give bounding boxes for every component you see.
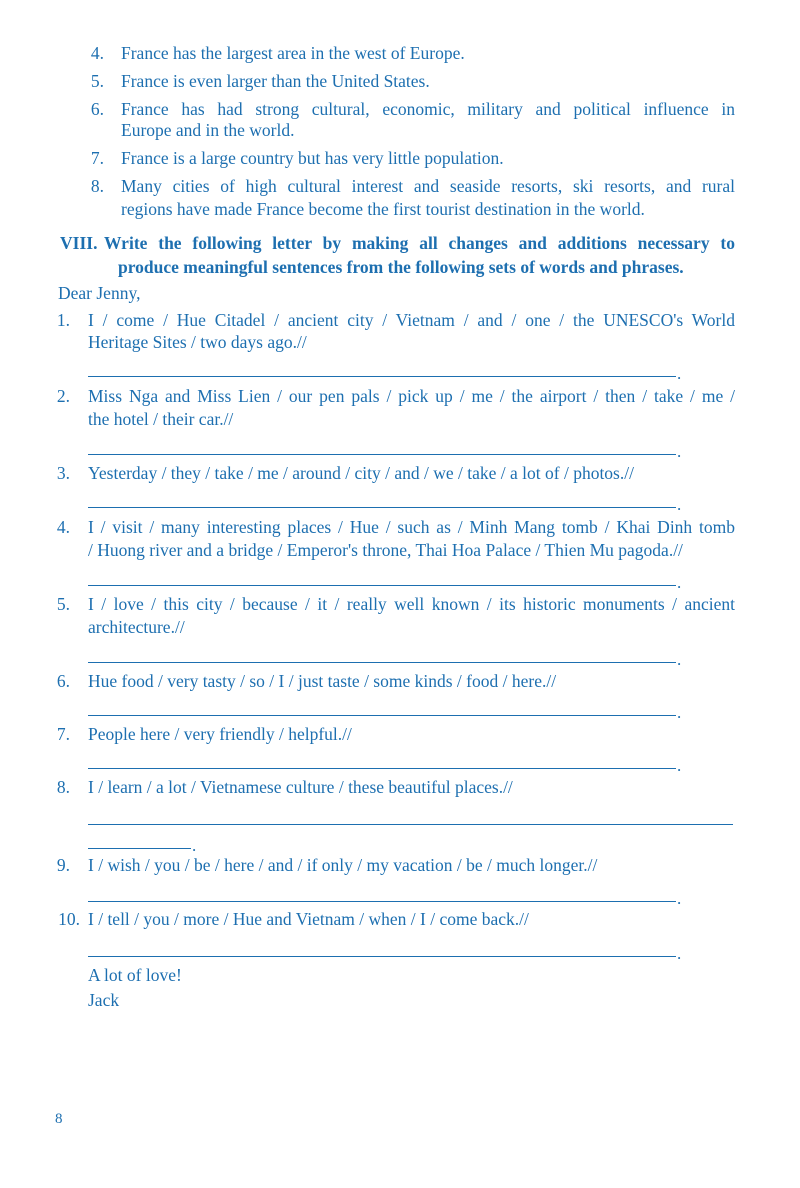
answer-line-end: . xyxy=(677,442,682,461)
list-item-text: regions have made France become the first tourist destination in the world. xyxy=(121,199,645,219)
exercise-prompt: I / come / Hue Citadel / ancient city / Vietnam / and / one / the UNESCO's World xyxy=(88,310,735,330)
letter-closing: A lot of love! xyxy=(88,965,182,985)
answer-line-end: . xyxy=(677,756,682,775)
answer-line[interactable] xyxy=(88,956,676,957)
exercise-prompt: Miss Nga and Miss Lien / our pen pals / pick up / me / the airport / then / take / me / xyxy=(88,386,735,406)
list-number: 6. xyxy=(90,99,104,119)
exercise-prompt: architecture.// xyxy=(88,617,185,637)
exercise-prompt: I / tell / you / more / Hue and Vietnam / when / I / come back.// xyxy=(88,909,529,929)
answer-line[interactable] xyxy=(88,507,676,508)
list-item-text: Many cities of high cultural interest and seaside resorts, ski resorts, and rural xyxy=(121,176,735,196)
exercise-prompt: Hue food / very tasty / so / I / just taste / some kinds / food / here.// xyxy=(88,671,557,691)
answer-line-end: . xyxy=(192,836,197,855)
answer-line[interactable] xyxy=(88,901,676,902)
exercise-prompt: I / learn / a lot / Vietnamese culture / these beautiful places.// xyxy=(88,777,513,797)
exercise-prompt: Yesterday / they / take / me / around / city / and / we / take / a lot of / photos.// xyxy=(88,463,634,483)
answer-line-end: . xyxy=(677,889,682,908)
list-item-text: France has the largest area in the west of Europe. xyxy=(121,43,465,63)
answer-line-end: . xyxy=(677,495,682,514)
answer-line-end: . xyxy=(677,944,682,963)
exercise-number: 3. xyxy=(56,463,70,483)
list-item-text: France is even larger than the United States. xyxy=(121,71,430,91)
list-number: 7. xyxy=(90,148,104,168)
exercise-prompt: / Huong river and a bridge / Emperor's throne, Thai Hoa Palace / Thien Mu pagoda.// xyxy=(88,540,683,560)
letter-signature: Jack xyxy=(88,990,120,1010)
exercise-number: 6. xyxy=(56,671,70,691)
answer-line-end: . xyxy=(677,650,682,669)
answer-line-continued[interactable] xyxy=(88,848,191,849)
exercise-number: 4. xyxy=(56,517,70,537)
exercise-prompt: Heritage Sites / two days ago.// xyxy=(88,332,307,352)
page-number: 8 xyxy=(55,1111,63,1127)
list-number: 5. xyxy=(90,71,104,91)
exercise-prompt: I / wish / you / be / here / and / if only / my vacation / be / much longer.// xyxy=(88,855,598,875)
exercise-number: 1. xyxy=(56,310,70,330)
list-item-text: France has had strong cultural, economic, military and political influence in xyxy=(121,99,735,119)
letter-greeting: Dear Jenny, xyxy=(58,283,141,303)
list-number: 4. xyxy=(90,43,104,63)
answer-line[interactable] xyxy=(88,376,676,377)
exercise-number: 10. xyxy=(58,909,80,929)
answer-line[interactable] xyxy=(88,662,676,663)
answer-line[interactable] xyxy=(88,768,676,769)
answer-line[interactable] xyxy=(88,824,733,825)
list-number: 8. xyxy=(90,176,104,196)
exercise-prompt: People here / very friendly / helpful.// xyxy=(88,724,352,744)
exercise-number: 8. xyxy=(56,777,70,797)
exercise-number: 2. xyxy=(56,386,70,406)
answer-line[interactable] xyxy=(88,454,676,455)
answer-line-end: . xyxy=(677,364,682,383)
exercise-prompt: I / visit / many interesting places / Hue / such as / Minh Mang tomb / Khai Dinh tomb xyxy=(88,517,735,537)
section-title-continued: produce meaningful sentences from the following sets of words and phrases. xyxy=(118,257,684,277)
section-number: VIII. xyxy=(60,233,98,253)
exercise-number: 9. xyxy=(56,855,70,875)
answer-line-end: . xyxy=(677,573,682,592)
exercise-prompt: I / love / this city / because / it / really well known / its historic monuments / ancient xyxy=(88,594,735,614)
answer-line[interactable] xyxy=(88,715,676,716)
list-item-text: Europe and in the world. xyxy=(121,120,295,140)
exercise-prompt: the hotel / their car.// xyxy=(88,409,234,429)
answer-line[interactable] xyxy=(88,585,676,586)
exercise-number: 5. xyxy=(56,594,70,614)
section-title: Write the following letter by making all changes and additions necessary to xyxy=(104,233,735,253)
list-item-text: France is a large country but has very little population. xyxy=(121,148,504,168)
exercise-number: 7. xyxy=(56,724,70,744)
answer-line-end: . xyxy=(677,703,682,722)
